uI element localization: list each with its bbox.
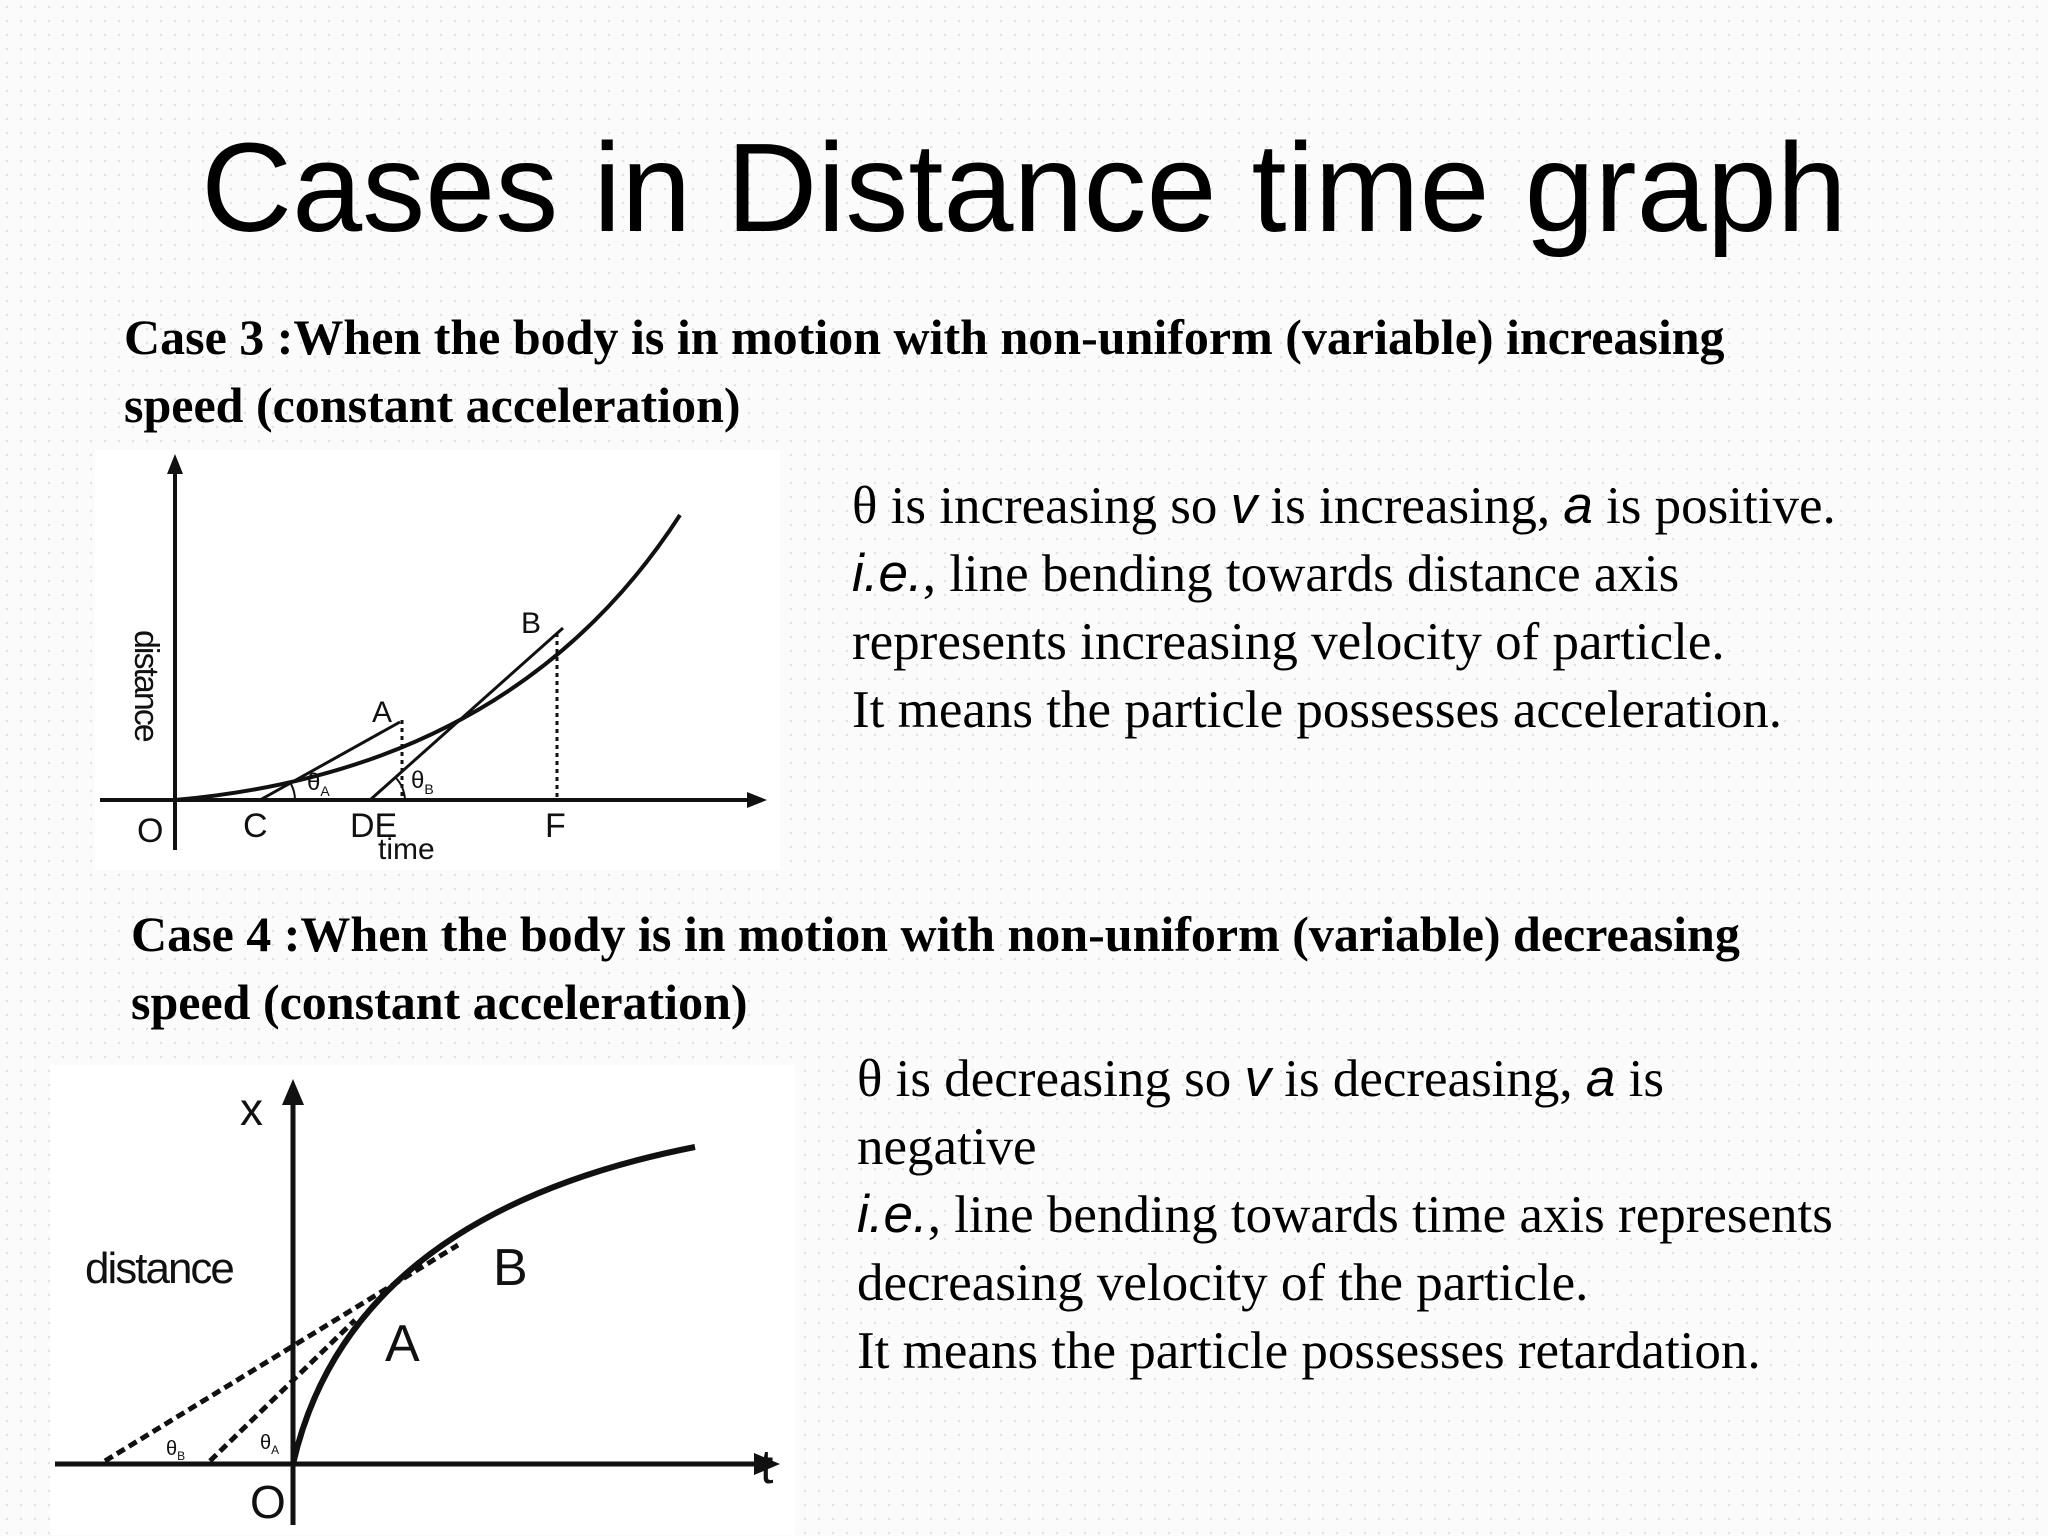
case3-graph (95, 450, 780, 870)
case4-y-axis-label: x (240, 1083, 263, 1135)
case3-curve (175, 515, 680, 800)
case4-description (857, 1045, 1833, 1385)
case3-desc-line3: represents increasing velocity of particle. (852, 613, 1725, 671)
case3-heading-line1: Case 3 :When the body is in motion with non-uniform (variable) increasing (124, 309, 1725, 365)
case3-point-a-label: A (372, 696, 393, 729)
case3-tangent-b (370, 628, 563, 800)
case4-distance-label: distance (85, 1244, 233, 1293)
case4-desc-line3: i.e., line bending towards time axis represents (857, 1185, 1833, 1244)
case4-desc-line4: decreasing velocity of the particle. (857, 1254, 1589, 1312)
case3-description (852, 472, 1836, 744)
case4-desc-line5: It means the particle possesses retardation. (857, 1322, 1761, 1380)
case4-curve (293, 1147, 695, 1464)
case3-heading (124, 303, 1725, 439)
case3-point-c-label: C (243, 807, 268, 845)
slide-title: Cases in Distance time graph (201, 117, 1847, 258)
case3-desc-line1: θ is increasing so v is increasing, a is positive. (852, 476, 1836, 535)
case4-desc-line2: negative (857, 1118, 1037, 1176)
case3-x-axis-label: time (378, 833, 435, 866)
case4-point-b-label: B (493, 1239, 528, 1297)
case3-heading-line2: speed (constant acceleration) (124, 377, 741, 433)
case4-heading-line1: Case 4 :When the body is in motion with non-uniform (variable) decreasing (131, 906, 1740, 962)
case4-point-a-label: A (385, 1315, 420, 1373)
case4-heading-line2: speed (constant acceleration) (131, 974, 748, 1030)
case3-y-axis-arrow (167, 454, 183, 474)
case3-point-de-label: DE (350, 807, 398, 845)
case3-angle-arc-a (291, 784, 295, 800)
case3-angle-arc-b (396, 778, 405, 800)
case4-tangent-a (210, 1320, 355, 1461)
case3-point-f-label: F (545, 807, 566, 845)
case3-y-axis-label: distance (127, 630, 165, 741)
case3-x-axis-arrow (747, 792, 767, 808)
case4-theta-a: $\theta_A$ (260, 1432, 280, 1457)
case3-figure (95, 450, 780, 870)
case4-figure (50, 1065, 795, 1535)
case4-theta-b: $\theta_B$ (166, 1438, 186, 1463)
case3-desc-line2: i.e., line bending towards distance axis (852, 544, 1680, 603)
case3-tangent-a (260, 722, 400, 800)
case3-point-b-label: B (521, 607, 542, 640)
case3-theta-a: $\theta_A$ (307, 769, 330, 799)
case4-y-axis-arrow (282, 1079, 304, 1105)
case3-origin-label: O (137, 812, 164, 850)
case3-desc-line4: It means the particle possesses acceleration. (852, 681, 1783, 739)
case4-origin-label: O (250, 1476, 286, 1528)
case4-x-axis-label: t (760, 1441, 774, 1494)
case4-graph (50, 1065, 795, 1535)
case4-desc-line1: θ is decreasing so v is decreasing, a is (857, 1049, 1665, 1108)
case4-heading (131, 900, 1740, 1036)
case3-theta-b: $\theta_B$ (411, 767, 434, 797)
